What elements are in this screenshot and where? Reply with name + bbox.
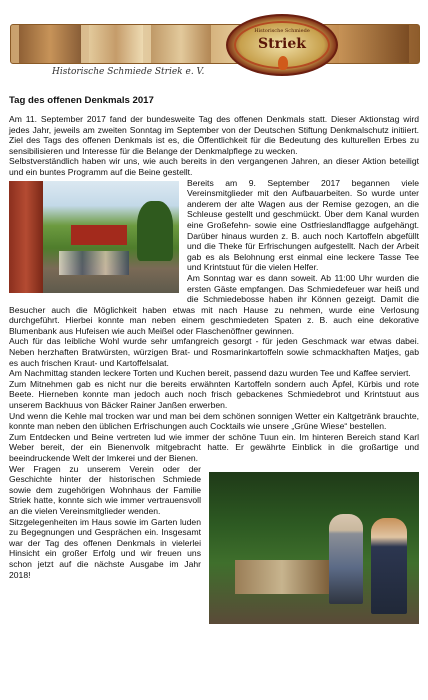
paragraph: Bereits am 9. September 2017 begannen viele Vereinsmitglieder mit den Aufbauarbeiten. So wurde unter anderem der alte Wagen aus der Remise gezogen, an die Schleuse gestellt und geschmückt. Über dem Kanal wurden eine Großefehn- sowie eine Ostfrieslandflagge aufgehängt. Darüber hinaus wurden z. B. auch noch Kartoffeln abgefüllt und die Theke für Erfrischungen aufgestellt. Nach der Arbeit gab es als Belohnung erst einmal eine leckere Tasse Tee und Krintstuut für die vielen Helfer. [187, 177, 419, 273]
logo-word: Striek [258, 36, 306, 52]
banner-photo-strip [151, 25, 211, 63]
club-logo [226, 14, 338, 76]
paragraph: Am Nachmittag standen leckere Torten und Kuchen bereit, passend dazu wurden Tee und Kaffee serviert. [9, 368, 411, 379]
paragraph: Wer Fragen zu unserem Verein oder der Geschichte hinter der historischen Schmiede sowie dem zugehörigen Wohnhaus der Familie Striek hatte, konnte sich wie immer vertrauensvoll an die vielen Vereinsmitglieder wenden. [9, 463, 201, 516]
paragraph: Zum Mitnehmen gab es nicht nur die bereits erwähnten Kartoffeln sondern auch Äpfel, Kürbis und rote Beete. Hierneben konnte man jedoch auch noch frisch gebackenes Schmiedebrot und Krintstuut aus unserem Backhuus von Bäcker Rainer Janßen erwerben. [9, 378, 419, 411]
banner-photo-strip [89, 25, 143, 63]
banner-photo-strip [339, 25, 409, 63]
paragraph: Am Sonntag war es dann soweit. Ab 11:00 Uhr wurden die ersten Gäste empfangen. Das Schmiedefeuer war heiß und die Schmiedebosse haben ihr Können gezeigt. Damit die Besucher auch die Möglichkeit haben etwas mit nach Hause zu nehmen, wurde eine Verlosung durchgeführt. Hierbei konnte man neben einem geschmiedeten Spaten z. B. auch eine dekorative Blumenbank aus Hufeisen wie auch Meißel oder Flaschenöffner gewinnen. [9, 272, 419, 336]
club-name: Historische Schmiede Striek e. V. [52, 67, 205, 77]
article-body [9, 114, 419, 626]
paragraph: Zum Entdecken und Beine vertreten lud wie immer der schöne Tuun ein. Im hinteren Bereich stand Karl Weber bereit, der ein Bienenvolk mitgebracht hatte. Er gewährte Einblick in die großartige und beeindruckende Welt der Imkerei und der Bienen. [9, 431, 419, 463]
paragraph: Sitzgelegenheiten im Haus sowie im Garten luden zu Begegnungen und Gesprächen ein. Insgesamt war der Tag des offenen Denkmals in vielerlei Hinsicht ein großer Erfolg und wir freuen uns schon jetzt auf die nächste Ausgabe im Jahr 2018! [9, 516, 201, 580]
paragraph: Und wenn die Kehle mal trocken war und man bei dem schönen sonnigen Wetter ein Kaltgetränk brauchte, konnte man neben den üblichen Erfrischungen auch Cocktails wie unsere „Grüne Wiese“ bestellen. [9, 410, 419, 432]
logo-small-text: Historische Schmiede [254, 28, 310, 34]
beekeeper-photo [209, 472, 419, 624]
header-banner [10, 24, 420, 64]
banner-photo-strip [19, 25, 81, 63]
garden-photo [9, 181, 179, 293]
flame-icon [278, 56, 288, 70]
paragraph: Am 11. September 2017 fand der bundesweite Tag des offenen Denkmals statt. Dieser Aktionstag wird jedes Jahr, jeweils am zweiten Sonntag im September von der Deutschen Stiftung Denkmalschutz initiiert. Ziel des Tags des offenen Denkmals ist es, die Öffentlichkeit für die Bedeutung des kulturellen Erbes zu sensibilisieren und Interesse für die Belange der Denkmalpflege zu wecken. [9, 114, 419, 156]
article-title: Tag des offenen Denkmals 2017 [9, 95, 154, 106]
paragraph: Selbstverständlich haben wir uns, wie auch bereits in den vergangenen Jahren, an dieser Aktion beteiligt und ein buntes Programm auf die Beine gestellt. [9, 156, 419, 177]
paragraph: Auch für das leibliche Wohl wurde sehr umfangreich gesorgt - für jeden Geschmack war etwas dabei. Neben herzhaften Bratwürsten, würzigen Brat- und Rosmarinkartoffeln sowie schmackhaften Matjes, gab es auch frischen Kraut- und Kartoffelsalat. [9, 336, 419, 368]
